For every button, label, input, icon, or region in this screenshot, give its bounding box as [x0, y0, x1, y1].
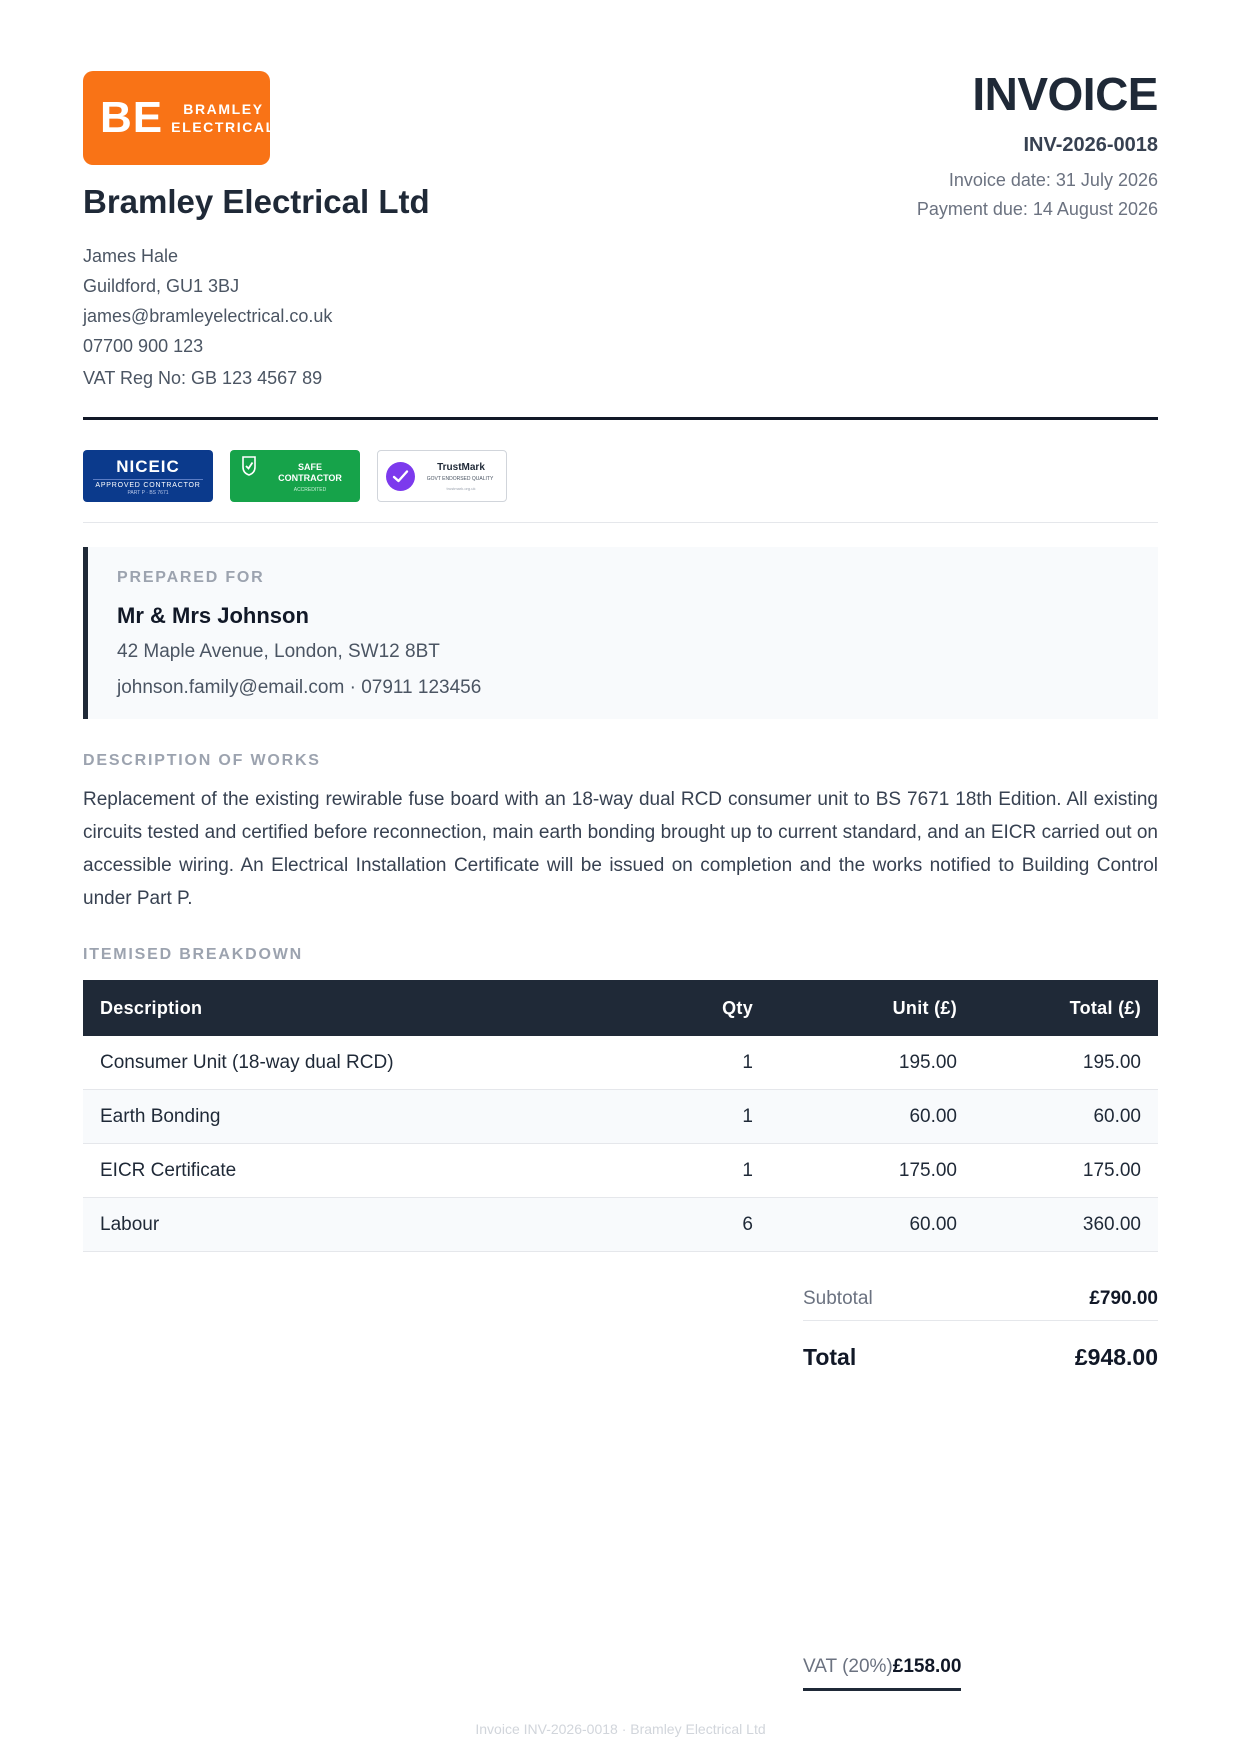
safecontractor-small: ACCREDITED: [293, 487, 327, 493]
niceic-subtitle: APPROVED CONTRACTOR: [93, 479, 203, 489]
niceic-badge: [83, 450, 213, 502]
table-row: [83, 1090, 1158, 1144]
vat-registration: VAT Reg No: GB 123 4567 89: [83, 368, 323, 388]
item-qty: 1: [636, 1036, 790, 1090]
item-unit-price: 60.00: [790, 1198, 974, 1252]
item-total: 360.00: [974, 1198, 1158, 1252]
company-location: Guildford, GU1 3BJ: [83, 276, 240, 296]
vat-value: £158.00: [892, 1656, 962, 1677]
trustmark-title: TrustMark: [437, 462, 485, 473]
column-header-description: Description: [83, 980, 636, 1036]
invoice-dates: [917, 166, 1158, 224]
item-description: Labour: [83, 1198, 636, 1252]
safecontractor-line-1: SAFE: [297, 462, 322, 472]
logo-initials: BE: [100, 93, 164, 142]
trustmark-subtitle: GOVT ENDORSED QUALITY: [426, 476, 494, 482]
item-unit-price: 60.00: [790, 1090, 974, 1144]
badges-divider: [83, 522, 1158, 523]
safecontractor-name: [260, 462, 360, 484]
invoice-header: [917, 66, 1158, 224]
table-row: [83, 1144, 1158, 1198]
description-label: DESCRIPTION OF WORKS: [83, 752, 321, 769]
column-header-unit: Unit (£): [790, 980, 974, 1036]
invoice-number: INV-2026-0018: [1023, 134, 1158, 156]
item-description: Consumer Unit (18-way dual RCD): [83, 1036, 636, 1090]
totals-block: [803, 1278, 1158, 1677]
company-email[interactable]: james@bramleyelectrical.co.uk: [83, 306, 333, 326]
table-row: [83, 1036, 1158, 1090]
company-phone: 07700 900 123: [83, 336, 204, 356]
client-contact: johnson.family@email.com · 07911 123456: [117, 677, 482, 698]
item-qty: 6: [636, 1198, 790, 1252]
item-total: 195.00: [974, 1036, 1158, 1090]
table-header-row: [83, 980, 1158, 1036]
item-unit-price: 175.00: [790, 1144, 974, 1198]
company-logo: [83, 71, 276, 165]
company-name: Bramley Electrical Ltd: [83, 183, 430, 220]
logo-line-2: ELECTRICAL: [171, 119, 276, 135]
total-value: £948.00: [1074, 1343, 1158, 1370]
niceic-title: NICEIC: [116, 457, 180, 476]
contact-person: James Hale: [83, 246, 179, 266]
safecontractor-badge: [230, 450, 360, 502]
invoice-page: [83, 0, 1158, 1754]
table-row: [83, 1198, 1158, 1252]
vat-row: [803, 1646, 961, 1691]
trustmark-badge: [377, 450, 507, 502]
item-description: Earth Bonding: [83, 1090, 636, 1144]
item-total: 175.00: [974, 1144, 1158, 1198]
item-unit-price: 195.00: [790, 1036, 974, 1090]
subtotal-label: Subtotal: [803, 1288, 873, 1309]
column-header-qty: Qty: [636, 980, 790, 1036]
niceic-small: PART P · BS 7671: [127, 490, 169, 496]
safecontractor-line-2: CONTRACTOR: [278, 473, 342, 483]
prepared-for-panel: [83, 547, 1158, 719]
total-row: [803, 1321, 1158, 1393]
line-items-table: [83, 980, 1158, 1252]
logo-wordmark: [171, 100, 276, 136]
invoice-title: INVOICE: [972, 68, 1158, 120]
company-contact: [83, 241, 332, 361]
check-circle-icon: [386, 462, 415, 491]
trustmark-small: trustmark.org.uk: [446, 486, 476, 491]
item-qty: 1: [636, 1144, 790, 1198]
shield-check-icon: [242, 456, 256, 476]
client-name: Mr & Mrs Johnson: [117, 603, 309, 628]
subtotal-row: [803, 1278, 1158, 1321]
total-label: Total: [803, 1343, 857, 1370]
itemised-breakdown-label: ITEMISED BREAKDOWN: [83, 946, 303, 963]
payment-due-date: Payment due: 14 August 2026: [916, 199, 1158, 219]
header-divider: [83, 417, 1158, 420]
page-footer: Invoice INV-2026-0018 · Bramley Electrical Ltd: [475, 1721, 766, 1737]
client-address: 42 Maple Avenue, London, SW12 8BT: [117, 641, 440, 662]
column-header-total: Total (£): [974, 980, 1158, 1036]
logo-line-1: BRAMLEY: [183, 101, 264, 117]
item-description: EICR Certificate: [83, 1144, 636, 1198]
invoice-date: Invoice date: 31 July 2026: [948, 170, 1158, 190]
description-text: Replacement of the existing rewirable fuse board with an 18-way dual RCD consumer unit to BS 7671 18th Edition. All existing circuits tested and certified before reconnection, main earth bonding brought up to current standard, and an EICR carried out on accessible wiring. An Electrical Installation Certificate will be issued on completion and the works notified to Building Control under Part P.: [83, 789, 1158, 909]
vat-label: VAT (20%): [803, 1656, 893, 1677]
subtotal-value: £790.00: [1089, 1288, 1158, 1309]
prepared-for-label: PREPARED FOR: [117, 569, 265, 586]
item-qty: 1: [636, 1090, 790, 1144]
item-total: 60.00: [974, 1090, 1158, 1144]
